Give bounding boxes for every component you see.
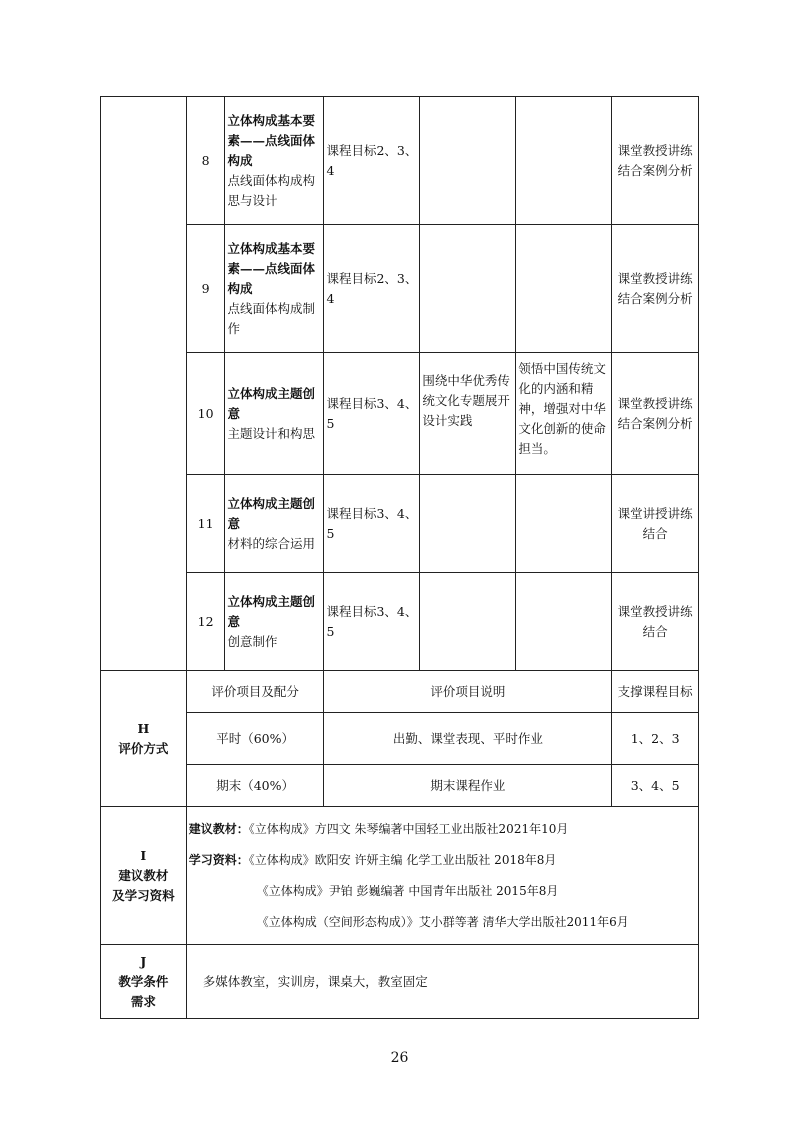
ideology-cell [420,475,516,573]
section-letter: I [140,847,147,863]
textbook-text: 《立体构成》方四文 朱琴编著中国轻工业出版社2021年10月 [248,821,569,836]
reference-line: 《立体构成》尹铂 彭巍编著 中国青年出版社 2015年8月 [256,883,559,898]
evaluation-row [101,713,699,765]
row-number: 10 [186,353,225,475]
topic-title: 立体构成主题创意 [227,385,315,421]
table-row [101,225,699,353]
topic-subtitle: 点线面体构成制作 [227,300,315,336]
evaluation-goal: 1、2、3 [612,713,699,765]
ideology-cell [420,97,516,225]
section-title: 及学习资料 [112,887,175,903]
evaluation-desc: 出勤、课堂表现、平时作业 [324,713,612,765]
method-cell: 课堂教授讲练结合案例分析 [612,353,699,475]
ideology-cell [420,573,516,671]
conditions-content: 多媒体教室，实训房，课桌大，教室固定 [186,945,698,1019]
goal-cell: 课程目标2、3、4 [324,97,420,225]
materials-section-label [101,807,187,945]
evaluation-header-item: 评价项目及配分 [186,671,324,713]
topic-subtitle: 主题设计和构思 [227,425,315,441]
evaluation-item: 平时（60%） [186,713,324,765]
section-label-empty [101,97,187,671]
goal-cell: 课程目标3、4、5 [324,353,420,475]
evaluation-goal: 3、4、5 [612,765,699,807]
reference-line [189,845,696,876]
effect-cell [516,225,612,353]
section-letter: J [140,953,147,969]
goal-cell: 课程目标3、4、5 [324,573,420,671]
table-row [101,475,699,573]
evaluation-header-goal: 支撑课程目标 [612,671,699,713]
method-cell: 课堂教授讲练结合案例分析 [612,225,699,353]
effect-cell [516,97,612,225]
table-row [101,573,699,671]
section-letter: H [137,720,150,736]
topic-title: 立体构成基本要素——点线面体构成 [227,240,315,296]
effect-cell [516,475,612,573]
table-row [101,97,699,225]
topic-cell [225,225,324,353]
topic-cell [225,353,324,475]
topic-title: 立体构成主题创意 [227,495,315,531]
evaluation-header-row [101,671,699,713]
goal-cell: 课程目标2、3、4 [324,225,420,353]
effect-cell: 领悟中国传统文化的内涵和精神，增强对中华文化创新的使命担当。 [516,353,612,475]
topic-subtitle: 创意制作 [227,633,278,649]
row-number: 11 [186,475,225,573]
topic-subtitle: 点线面体构成构思与设计 [227,172,315,208]
topic-title: 立体构成主题创意 [227,593,315,629]
reference-line: 《立体构成（空间形态构成）》艾小群等著 清华大学出版社2011年6月 [256,914,629,929]
topic-cell [225,573,324,671]
method-cell: 课堂教授讲练结合 [612,573,699,671]
conditions-row [101,945,699,1019]
row-number: 12 [186,573,225,671]
ideology-cell [420,225,516,353]
materials-row [101,807,699,945]
section-title: 教学条件 [118,973,169,989]
row-number: 9 [186,225,225,353]
topic-cell [225,475,324,573]
section-title: 评价方式 [118,740,169,756]
conditions-section-label [101,945,187,1019]
method-cell: 课堂教授讲练结合案例分析 [612,97,699,225]
method-cell: 课堂讲授讲练结合 [612,475,699,573]
topic-title: 立体构成基本要素——点线面体构成 [227,112,315,168]
ideology-cell: 围绕中华优秀传统文化专题展开设计实践 [420,353,516,475]
reference-text: 《立体构成》欧阳安 许妍主编 化学工业出版社 2018年8月 [248,852,557,867]
topic-subtitle: 材料的综合运用 [227,535,315,551]
materials-content [186,807,698,945]
goal-cell: 课程目标3、4、5 [324,475,420,573]
topic-cell [225,97,324,225]
page-number: 26 [390,1050,409,1066]
evaluation-header-desc: 评价项目说明 [324,671,612,713]
evaluation-section-label [101,671,187,807]
row-number: 8 [186,97,225,225]
evaluation-desc: 期末课程作业 [324,765,612,807]
references-label: 学习资料： [188,852,249,867]
course-plan-table [100,96,699,1019]
textbook-line [189,814,696,845]
textbook-label: 建议教材： [188,821,249,836]
section-title: 建议教材 [118,867,169,883]
evaluation-row [101,765,699,807]
evaluation-item: 期末（40%） [186,765,324,807]
effect-cell [516,573,612,671]
section-title: 需求 [130,993,156,1009]
table-row [101,353,699,475]
